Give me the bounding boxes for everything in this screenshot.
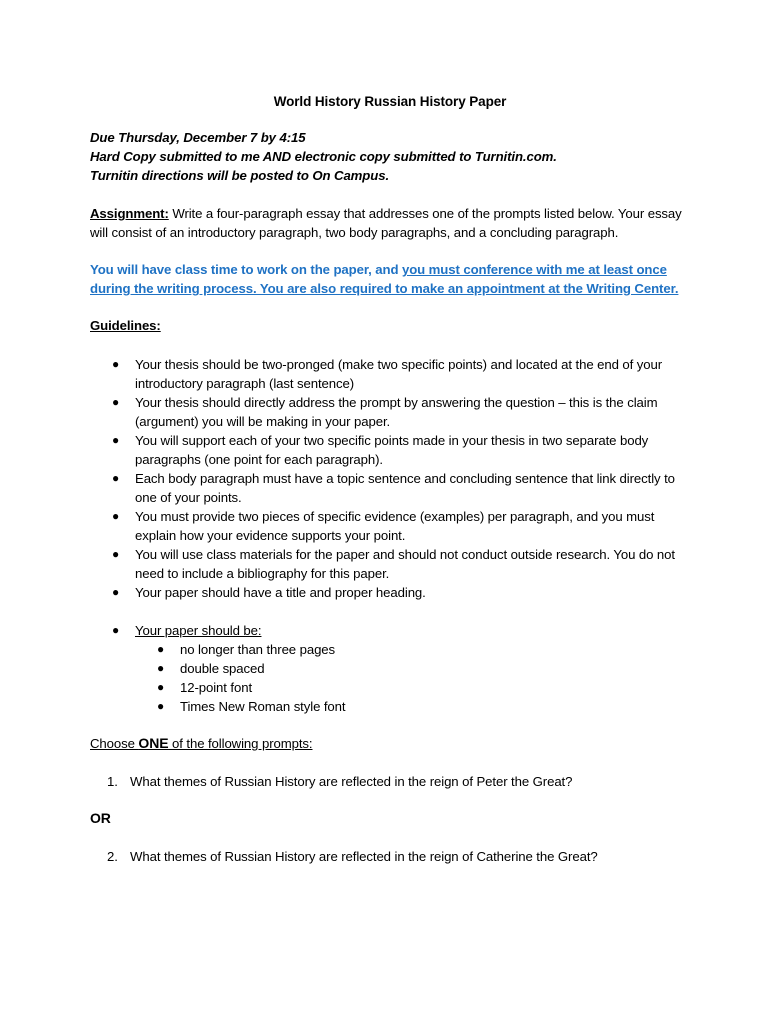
guideline-text: Each body paragraph must have a topic sentence and concluding sentence that link directly to one of your points. — [135, 471, 675, 505]
bullet-icon: ● — [112, 395, 120, 409]
conference-notice — [90, 260, 690, 298]
choose-instruction — [90, 734, 690, 753]
bullet-icon: ● — [112, 547, 120, 561]
requirement-text: 12-point font — [180, 680, 253, 695]
due-date-line: Due Thursday, December 7 by 4:15 — [90, 130, 306, 145]
prompt-text: What themes of Russian History are reflected in the reign of Catherine the Great? — [130, 849, 598, 864]
bullet-icon: ● — [112, 585, 120, 599]
requirement-text: Times New Roman style font — [180, 699, 346, 714]
bullet-icon: ● — [157, 642, 165, 656]
prompt-item — [90, 847, 690, 866]
prompt-number: 1. — [107, 774, 118, 789]
conference-notice-part1: You will have class time to work on the paper, and — [90, 262, 402, 277]
choose-after: of the following prompts: — [168, 736, 313, 751]
bullet-icon: ● — [112, 623, 120, 637]
requirement-item — [90, 678, 690, 697]
guidelines-list — [90, 355, 690, 602]
choose-before: Choose — [90, 736, 139, 751]
paper-requirements-sublist — [90, 640, 690, 716]
spacer — [90, 602, 690, 621]
guideline-item — [90, 583, 690, 602]
requirement-item — [90, 697, 690, 716]
bullet-icon: ● — [112, 357, 120, 371]
conference-notice-part2: you must conference with me at least once during the writing process. You are also required to make an appointment at the Writing Center. — [90, 262, 679, 296]
choose-one: ONE — [138, 735, 169, 751]
due-info — [90, 128, 690, 185]
assignment-paragraph — [90, 204, 690, 242]
prompt-text: What themes of Russian History are reflected in the reign of Peter the Great? — [130, 774, 573, 789]
guideline-text: Your thesis should be two-pronged (make two specific points) and located at the end of your introductory paragraph (last sentence) — [135, 357, 663, 391]
bullet-icon: ● — [112, 509, 120, 523]
bullet-icon: ● — [112, 471, 120, 485]
assignment-label: Assignment: — [90, 206, 169, 221]
guideline-item — [90, 507, 690, 545]
guideline-text: Your thesis should directly address the prompt by answering the question – this is the claim (argument) you will be making in your paper. — [135, 395, 658, 429]
prompt-number: 2. — [107, 849, 118, 864]
requirement-item — [90, 659, 690, 678]
prompt-item — [90, 772, 690, 791]
bullet-icon: ● — [157, 680, 165, 694]
document-title: World History Russian History Paper — [273, 94, 507, 109]
guideline-item — [90, 469, 690, 507]
guideline-text: Your paper should have a title and proper heading. — [135, 585, 426, 600]
bullet-icon: ● — [157, 699, 165, 713]
turnitin-line: Turnitin directions will be posted to On Campus. — [90, 168, 390, 183]
guideline-item — [90, 431, 690, 469]
document-page — [90, 92, 690, 866]
requirement-item — [90, 640, 690, 659]
or-separator: OR — [90, 810, 111, 826]
guideline-item — [90, 545, 690, 583]
guideline-text: You will use class materials for the paper and should not conduct outside research. You do not need to include a bibliography for this paper. — [135, 547, 675, 581]
paper-requirements-list — [90, 621, 690, 640]
bullet-icon: ● — [157, 661, 165, 675]
bullet-icon: ● — [112, 433, 120, 447]
paper-requirements-label: Your paper should be: — [135, 623, 262, 638]
guideline-text: You must provide two pieces of specific evidence (examples) per paragraph, and you must explain how your evidence supports your point. — [135, 509, 655, 543]
guideline-item — [90, 355, 690, 393]
guidelines-heading: Guidelines: — [90, 318, 161, 333]
assignment-text: Write a four-paragraph essay that addresses one of the prompts listed below. Your essay will consist of an introductory paragraph, two body paragraphs, and a concluding paragraph. — [90, 206, 682, 240]
submission-line: Hard Copy submitted to me AND electronic copy submitted to Turnitin.com. — [90, 149, 557, 164]
requirement-text: no longer than three pages — [180, 642, 336, 657]
paper-requirements-item — [90, 621, 690, 640]
requirement-text: double spaced — [180, 661, 265, 676]
guideline-text: You will support each of your two specific points made in your thesis in two separate body paragraphs (one point for each paragraph). — [135, 433, 649, 467]
guideline-item — [90, 393, 690, 431]
